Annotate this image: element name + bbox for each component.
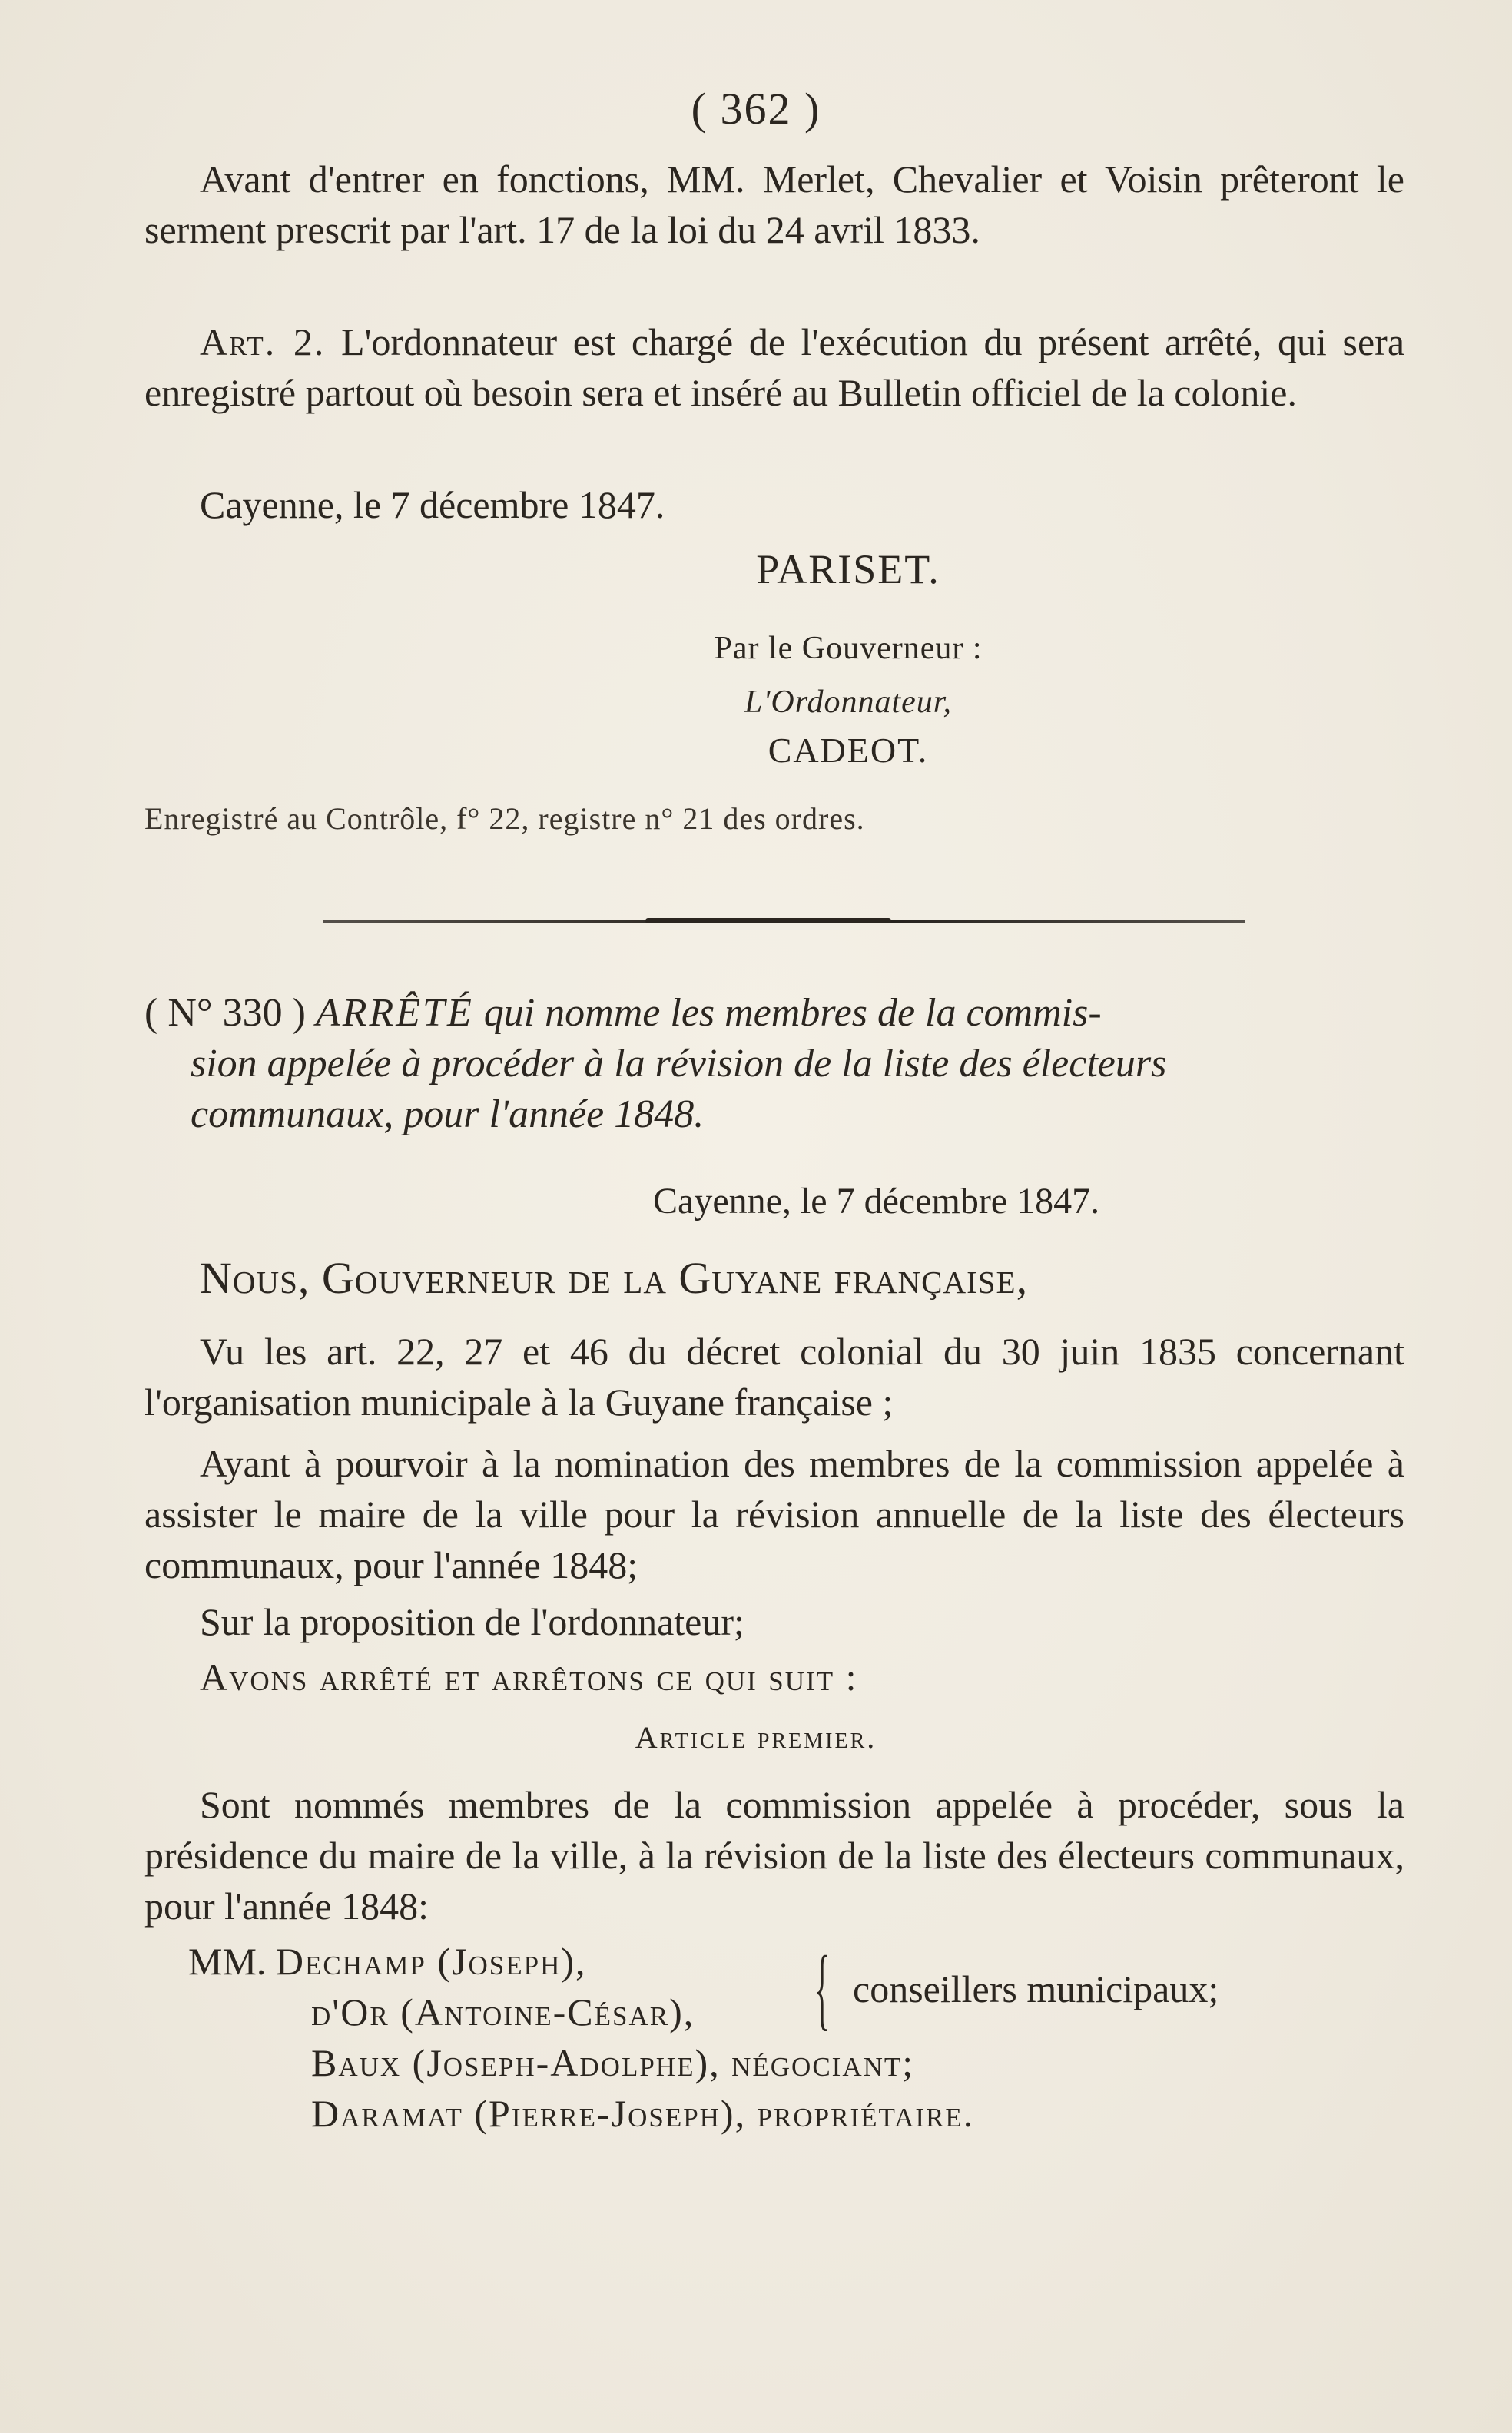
ordonnateur-title: L'Ordonnateur, (744, 684, 952, 720)
article-2-text: L'ordonnateur est chargé de l'exécution du présent arrêté, qui sera enregistré partout où besoin sera et inséré au Bulletin officiel de la colonie. (144, 320, 1405, 414)
paragraph-vu: Vu les art. 22, 27 et 46 du décret colonial du 30 juin 1835 concernant l'organisation municipale à la Guyane française ; (144, 1330, 1404, 1424)
act-heading (144, 988, 1404, 1140)
member-row-4 (188, 2088, 974, 2139)
members-prefix: MM. (188, 1940, 267, 1983)
members-brace: { (814, 1937, 831, 2039)
place-date-1847: Cayenne, le 7 décembre 1847. (200, 483, 665, 526)
member-baux: Baux (Joseph-Adolphe), négociant; (311, 2041, 915, 2084)
paragraph-ayant: Ayant à pourvoir à la nomination des membres de la commission appelée à assister le maire de la ville pour la révision annuelle de la liste des électeurs communaux, pour l'année 1848; (144, 1442, 1404, 1586)
act-title-word: ARRÊTÉ (315, 991, 474, 1035)
brace-label-conseillers: conseillers municipaux; (853, 1967, 1219, 2010)
ordonnateur-name: CADEOT. (768, 731, 929, 770)
act-title-line-2: sion appelée à procéder à la révision de la liste des électeurs (191, 1042, 1167, 1086)
by-governor-line: Par le Gouverneur : (714, 631, 983, 666)
nous-gouverneur-line: Nous, Gouverneur de la Guyane française, (200, 1253, 1029, 1303)
paragraph-avons: Avons arrêté et arrêtons ce qui suit : (200, 1656, 858, 1699)
member-daramat: Daramat (Pierre-Joseph), propriétaire. (311, 2092, 975, 2135)
member-row-3 (188, 2037, 974, 2088)
article-premier-title: Article premier. (635, 1720, 877, 1755)
paragraph-oath: Avant d'entrer en fonctions, MM. Merlet, Chevalier et Voisin prêteront le serment prescrit par l'art. 17 de la loi du 24 avril 1833. (144, 157, 1404, 251)
article-2-label: Art. 2. (200, 320, 326, 363)
paragraph-sur: Sur la proposition de l'ordonnateur; (200, 1600, 744, 1643)
act-place-date: Cayenne, le 7 décembre 1847. (653, 1181, 1100, 1221)
member-dechamp: Dechamp (Joseph), (275, 1940, 587, 1983)
page-number: ( 362 ) (691, 84, 821, 134)
paragraph-article-2 (144, 317, 1404, 418)
signatory-name: PARISET. (756, 546, 940, 592)
registration-note: Enregistré au Contrôle, f° 22, registre n° 21 des ordres. (144, 801, 865, 836)
member-dor: d'Or (Antoine-César), (311, 1990, 695, 2034)
paragraph-article-premier: Sont nommés membres de la commission appelée à procéder, sous la présidence du maire de la ville, à la révision de la liste des électeurs communaux, pour l'année 1848: (144, 1783, 1404, 1928)
act-title-line-1: qui nomme les membres de la commis- (483, 991, 1102, 1035)
act-heading-line-1 (144, 988, 1404, 1039)
act-title-line-3: communaux, pour l'année 1848. (191, 1092, 705, 1136)
act-number: ( N° 330 ) (144, 991, 306, 1035)
section-divider (323, 920, 1245, 923)
